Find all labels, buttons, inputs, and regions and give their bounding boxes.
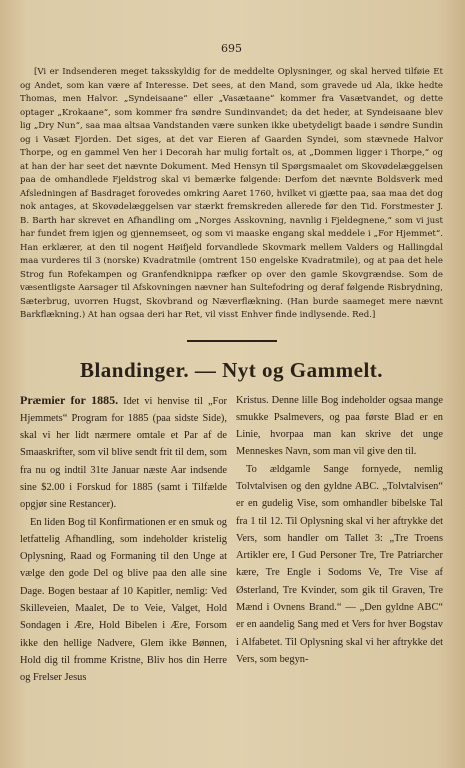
editor-note: [Vi er Indsenderen meget taksskyldig for de meddelte Oplysninger, og skal herved tilføie Et og Andet, som kan være af Interesse. Det sees, at den Mand, som gravede ud Ala, ikke hedte Thomas, men Halvor. „Syndeisaane“ eller „Vasætaane“ kommer fra Vasætvandet, og dette optager „Krokaane“, som kommer fra søndre Sundinvandet; da det heder, at Syndeisaane blev lig „Dry Nun“, saa maa altsaa Vandstanden være sunken ikke ubetydeligt baade i søndre Sundin og i Vasæt Fjorden. Det siges, at det var Eieren af Gaarden Syndei, som stævnede Halvor Thorpe, og en gammel Ven her i Decorah har mulig fortalt os, at „Dommen ligger i Thorpe,“ og at han der har seet det nævnte Dokument. Med Hensyn til Spørgsmaalet om Skovødelæggelsen paa de omhandlede Fjeldstrog skal vi bemærke følgende: Derfom det nævnte Boldsverk med Afsledningen af Basdraget forovedes omkring Aaret 1760, hvilket vi gjætte paa, saa maa det dog nok antages, at Skovødelæggelsen var stærkt fremskreden allerede før den Tid. Forstmester J. B. Barth har skrevet en Afhandling om „Norges Asskovning, navnlig i Fjeldegnene,“ som vi just har fundet frem igjen og gjennemseet, og som vi maaske engang skal meddele i „For Hjemmet“. Han erklærer, at den til nogent Høifjeld forvandlede Skovmark mellem Valders og Hallingdal maa vurderes til 3 (norske) Kvadratmile (omtrent 150 engelske Kvadratmile), og at paa det hele Strog fun Rofekampen og Granfendknippa ræfker op over den gamle Skovgrændse. Som de væsentligste Aarsager til Afskovningen nævner han Sultefodring og deraf følgende Risbrydning, Sæterbrug, uvorren Hugst, Skovbrand og Næverflækning. (Han burde saameget mere nævnt Barkflækning.) At han ogsaa deri har Ret, vil visst Enhver finde indlysende. Red.] xyxy=(20,67,443,320)
right-column xyxy=(236,392,443,669)
left-column xyxy=(20,392,227,687)
right-paragraph-2: To ældgamle Sange fornyede, nemlig Tolvtalvisen og den gyldne ABC. „Tolvtalvisen“ er en gudelig Vise, som omhandler bibelske Tal fra 1 til 12. Til Oplysning skal vi her aftrykke det Vers, som handler om Tallet 3: „Tre Troens Artikler ere, I Gud Personer Tre, Tre Patriarcher kære, Tre Engle i Sodoms Ve, Tre Vise af Østerland, Tre Kvinder, som gik til Graven, Tre Mænd i Ovnens Brand.“ — „Den gyldne ABC“ er en aandelig Sang med et Vers for hver Bogstav i Alfabetet. Til Oplysning skal vi her aftrykke det Vers, som begyn- xyxy=(236,463,443,665)
left-paragraph-1-text: Idet vi henvise til „For Hjemmets“ Program for 1885 (paa sidste Side), skal vi her lidt nærmere omtale et Par af de Smaaskrifter, som vil blive sendt frit til dem, som fra nu og indtil 31te Januar næste Aar indsende sine $2.00 i Forskud for 1885 (samt i Tilfælde opgjør sine Restancer). xyxy=(20,395,227,511)
section-divider xyxy=(187,340,277,342)
section-title: Blandinger. — Nyt og Gammelt. xyxy=(79,357,384,382)
left-paragraph-1 xyxy=(20,392,227,514)
article-columns xyxy=(20,392,443,687)
left-paragraph-2: En liden Bog til Konfirmationen er en smuk og letfattelig Afhandling, som indeholder kristelig Oplysning, Raad og Formaning til den Unge at vælge den gode Del og blive paa den alle sine Dage. Bogen bestaar af 10 Kapitler, nemlig: Ved Skilleveien, Maalet, De to Veie, Valget, Hold Sondagen i Ære, Hold Bibelen i Ære, Forsom ikke den hellige Nadvere, Glem ikke Bønnen, Hold dig til fromme Kristne, Bliv hos din Herre og Frelser Jesus xyxy=(20,516,227,684)
article-lead-heading: Præmier for 1885. xyxy=(20,392,119,407)
right-paragraph-1: Kristus. Denne lille Bog indeholder ogsaa mange smukke Psalmevers, og paa første Blad er en Linie, hvorpaa man kan skrive det unge Menneskes Navn, som man vil give den til. xyxy=(236,394,443,458)
page-number: 695 xyxy=(221,42,242,55)
